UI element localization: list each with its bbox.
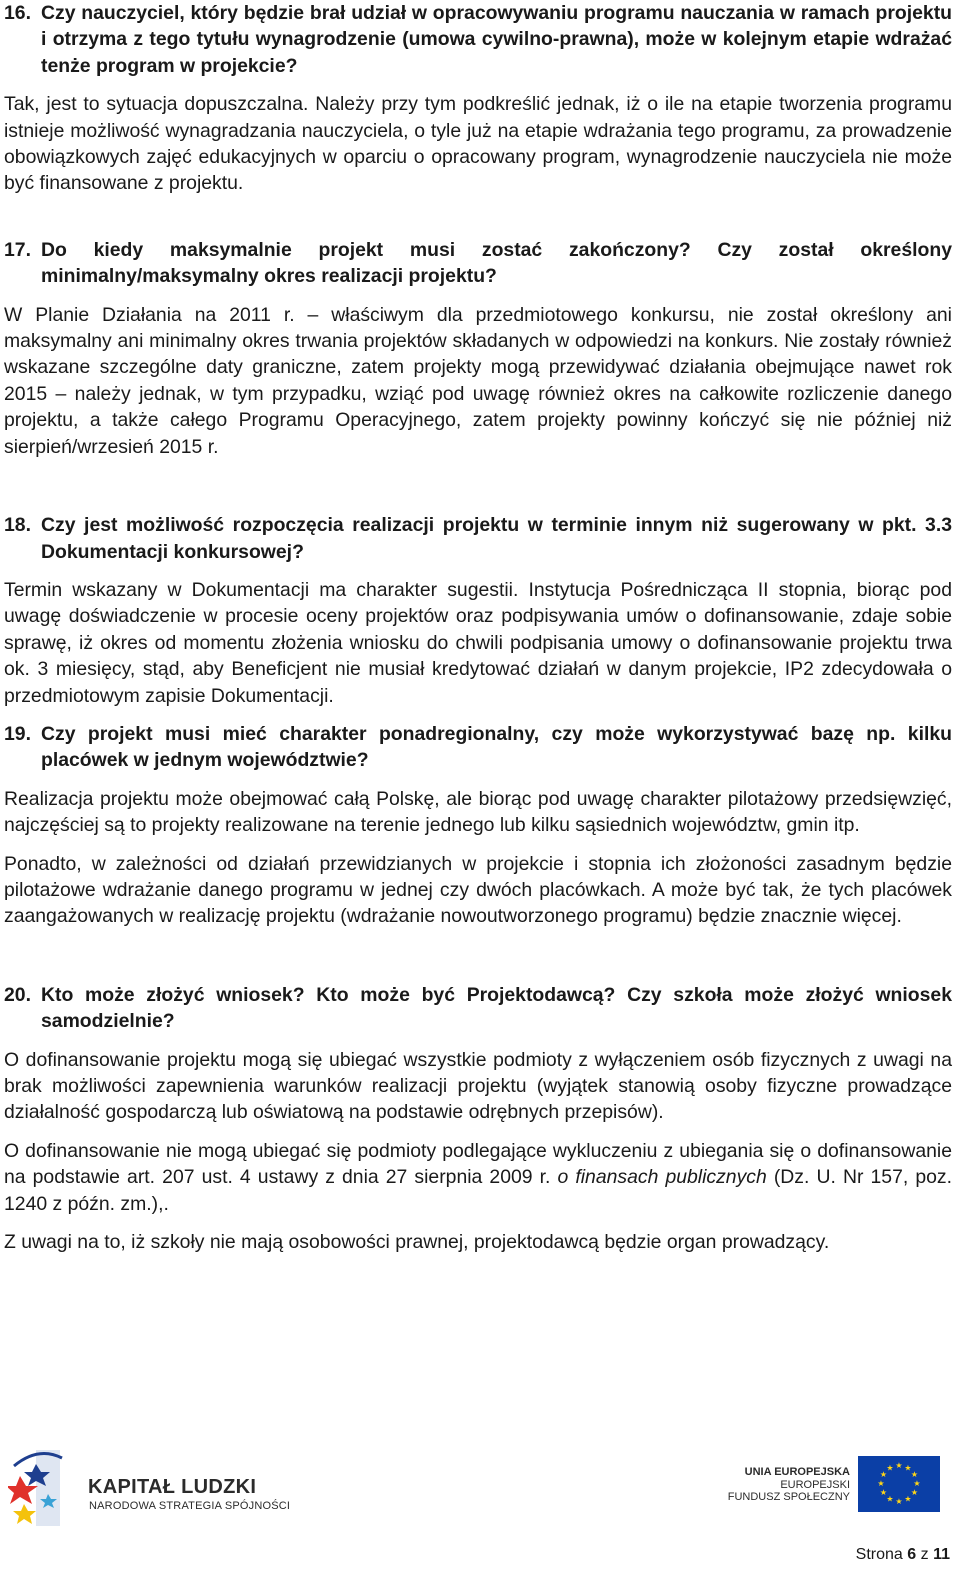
question-number: 18.: [4, 514, 31, 537]
page-label: Strona: [855, 1546, 903, 1563]
question-20: [4, 982, 952, 1035]
svg-text:★: ★: [910, 1488, 919, 1497]
answer-20-text: O dofinansowanie nie mogą ubiegać się podmioty podlegające wykluczeniu z ubiegania się o dofinansowanie na podstawie art. 207 ust. 4 ustawy z dnia 27 sierpnia 2009 r.: [4, 1139, 952, 1189]
answer-19-paragraph-1: Realizacja projektu może obejmować całą Polskę, ale biorąc pod uwagę charakter pilotażowy przedsięwzięć, najczęściej są to projekty realizowane na terenie jednego lub kilku sąsiednich województw, gmin itp.: [4, 787, 952, 837]
question-16: [4, 0, 952, 79]
svg-text:★: ★: [895, 1497, 903, 1506]
svg-text:★: ★: [913, 1479, 921, 1488]
svg-text:★: ★: [877, 1479, 885, 1488]
question-number: 19.: [4, 722, 31, 745]
question-text: Czy jest możliwość rozpoczęcia realizacji projektu w terminie innym niż sugerowany w pkt. 3.3 Dokumentacji konkursowej?: [41, 514, 952, 563]
document-content: [4, 0, 952, 1255]
svg-text:★: ★: [910, 1470, 919, 1479]
eu-logo-line-1: UNIA EUROPEJSKA: [744, 1466, 850, 1478]
question-text: Kto może złożyć wniosek? Kto może być Projektodawcą? Czy szkoła może złożyć wniosek samodzielnie?: [41, 983, 952, 1033]
eu-logo-line-2: EUROPEJSKI: [780, 1478, 850, 1491]
answer-20-paragraph-3: Z uwagi na to, iż szkoły nie mają osobowości prawnej, projektodawcą będzie organ prowadzący.: [4, 1231, 830, 1254]
svg-text:★: ★: [895, 1461, 903, 1470]
question-17: [4, 237, 952, 290]
svg-text:★: ★: [886, 1463, 894, 1473]
question-number: 20.: [4, 983, 31, 1006]
question-number: 17.: [4, 238, 31, 261]
eu-logo-line-3: FUNDUSZ SPOŁECZNY: [727, 1491, 850, 1503]
question-19: [4, 721, 952, 774]
logo-subtitle: NARODOWA STRATEGIA SPÓJNOŚCI: [89, 1500, 291, 1512]
page-total: 11: [933, 1546, 950, 1563]
logo-title: KAPITAŁ LUDZKI: [88, 1476, 257, 1498]
eu-flag-icon: [858, 1456, 940, 1512]
page-current: 6: [907, 1546, 917, 1563]
question-text: Czy projekt musi mieć charakter ponadregionalny, czy może wykorzystywać bazę np. kilku placówek w jednym województwie?: [41, 722, 952, 772]
question-18: [4, 512, 952, 565]
answer-20-paragraph-2: [4, 1138, 952, 1217]
kapital-ludzki-emblem-icon: [8, 1446, 80, 1532]
svg-text:★: ★: [904, 1494, 912, 1504]
svg-text:★: ★: [886, 1494, 894, 1504]
answer-17: W Planie Działania na 2011 r. – właściwym dla przedmiotowego konkursu, nie został określony ani maksymalny ani minimalny okres trwania projektów składanych w odpowiedzi na konkurs. Nie zostały również wskazane szczególne daty graniczne, zatem projekty mogą przewidywać działania obejmujące nawet rok 2015 – należy jednak, w tym przypadku, wziąć pod uwagę również okres na całkowite rozliczenie danego projektu, a także całego Programu Operacyjnego, zatem projekty powinny kończyć się nie później niż sierpień/wrzesień 2015 r.: [4, 303, 952, 458]
answer-16: Tak, jest to sytuacja dopuszczalna. Należy przy tym podkreślić jednak, iż o ile na etapie tworzenia programu istnieje możliwość wynagradzania nauczyciela, o tyle już na etapie wdrażania tego programu, za prowadzenie obowiązkowych zajęć edukacyjnych w oparciu o opracowany program, wynagrodzenie nauczyciela nie może być finansowane z projektu.: [4, 93, 952, 195]
answer-19-paragraph-2: Ponadto, w zależności od działań przewidzianych w projekcie i stopnia ich złożoności zasadnym będzie pilotażowe wdrażanie danego programu w jednej czy dwóch placówkach. A może być tak, że tych placówek zaangażowanych w realizację projektu (wdrażanie nowoutworzonego programu) będzie znacznie więcej.: [4, 852, 952, 928]
answer-18: Termin wskazany w Dokumentacji ma charakter sugestii. Instytucja Pośrednicząca II stopnia, biorąc pod uwagę doświadczenie w procesie oceny projektów oraz podpisywania umów o dofinansowanie, zdaje sobie sprawę, iż okres od momentu złożenia wniosku do chwili podpisania umowy o dofinansowanie projektu trwa ok. 3 miesięcy, stąd, aby Beneficjent nie musiał kredytować działań w danym projekcie, IP2 zdecydowała o przedmiotowym zapisie Dokumentacji.: [4, 578, 952, 707]
page-of: z: [920, 1546, 929, 1563]
question-text: Czy nauczyciel, który będzie brał udział w opracowywaniu programu nauczania w ramach projektu i otrzyma z tego tytułu wynagrodzenie (umowa cywilno-prawna), może w kolejnym etapie wdrażać tenże program w projekcie?: [41, 2, 952, 77]
svg-text:★: ★: [904, 1463, 912, 1473]
page-number: [856, 1546, 950, 1564]
question-number: 16.: [4, 2, 31, 24]
answer-20-paragraph-1: O dofinansowanie projektu mogą się ubiegać wszystkie podmioty z wyłączeniem osób fizycznych z uwagi na brak możliwości zapewnienia warunków realizacji projektu (wyjątek stanowią osoby fizyczne prowadzące działalność gospodarczą lub oświatową na podstawie odrębnych przepisów).: [4, 1048, 952, 1124]
eu-logo: [727, 1456, 948, 1520]
answer-20-citation: (Dz. U. Nr 157, poz. 1240 z późn. zm.),.: [4, 1166, 952, 1215]
act-title: o finansach publicznych: [557, 1166, 767, 1189]
eu-logo-text: [728, 1466, 850, 1504]
svg-text:★: ★: [879, 1470, 888, 1479]
question-text: Do kiedy maksymalnie projekt musi zostać zakończony? Czy został określony minimalny/maksymalny okres realizacji projektu?: [41, 238, 952, 288]
kapital-ludzki-logo: [8, 1446, 308, 1532]
svg-text:★: ★: [879, 1488, 888, 1497]
